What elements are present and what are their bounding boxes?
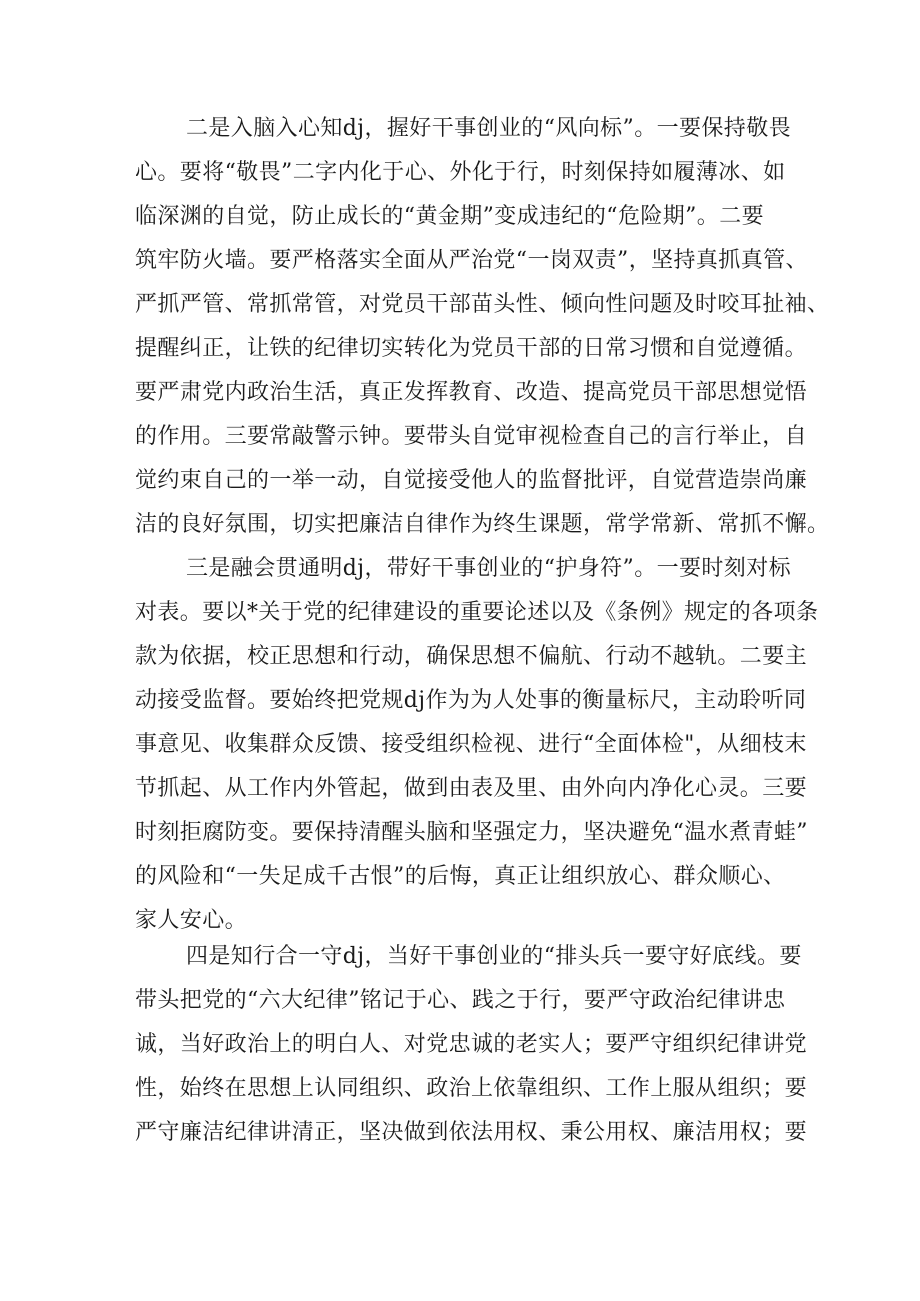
paragraph-line: 三是融会贯通明dj，带好干事创业的“护身符”。一要时刻对标 [186, 556, 792, 581]
paragraph-line: 节抓起、从工作内外管起，做到由表及里、由外向内净化心灵。三要 [135, 776, 808, 801]
paragraph-line: 的风险和“一失足成千古恨”的后悔，真正让组织放心、群众顺心、 [135, 864, 786, 889]
paragraph-line: 临深渊的自觉，防止成长的“黄金期”变成违纪的“危险期”。二要 [135, 204, 764, 229]
paragraph-line: 家人安心。 [135, 908, 248, 933]
paragraph-line: 觉约束自己的一举一动，自觉接受他人的监督批评，自觉营造崇尚廉 [135, 468, 808, 493]
paragraph-line: 要严肃党内政治生活，真正发挥教育、改造、提高党员干部思想觉悟 [135, 380, 808, 405]
paragraph-line: 筑牢防火墙。要严格落实全面从严治党“一岗双责”，坚持真抓真管、 [135, 248, 808, 273]
paragraph-line: 严抓严管、常抓常管，对党员干部苗头性、倾向性问题及时咬耳扯袖、 [135, 292, 830, 317]
paragraph-line: 四是知行合一守dj，当好干事创业的“排头兵一要守好底线。要 [186, 944, 802, 969]
paragraph-line: 心。要将“敬畏”二字内化于心、外化于行，时刻保持如履薄冰、如 [135, 160, 786, 185]
paragraph-line: 款为依据，校正思想和行动，确保思想不偏航、行动不越轨。二要主 [135, 644, 808, 669]
paragraph-line: 诚，当好政治上的明白人、对党忠诚的老实人；要严守组织纪律讲党 [135, 1032, 808, 1057]
paragraph-line: 严守廉洁纪律讲清正，坚决做到依法用权、秉公用权、廉洁用权；要 [135, 1120, 808, 1145]
paragraph-line: 的作用。三要常敲警示钟。要带头自觉审视检查自己的言行举止，自 [135, 424, 808, 449]
paragraph-line: 性，始终在思想上认同组织、政治上依靠组织、工作上服从组织；要 [135, 1076, 808, 1101]
paragraph-line: 对表。要以*关于党的纪律建设的重要论述以及《条例》规定的各项条 [135, 600, 819, 625]
paragraph-line: 二是入脑入心知dj，握好干事创业的“风向标”。一要保持敬畏 [186, 116, 792, 141]
paragraph-line: 洁的良好氛围，切实把廉洁自律作为终生课题，常学常新、常抓不懈。 [135, 512, 830, 537]
paragraph-line: 提醒纠正，让铁的纪律切实转化为党员干部的日常习惯和自觉遵循。 [135, 336, 808, 361]
paragraph-line: 动接受监督。要始终把党规dj作为为人处事的衡量标尺，主动聆听同 [135, 688, 807, 713]
paragraph-line: 时刻拒腐防变。要保持清醒头脑和坚强定力，坚决避免“温水煮青蛙” [135, 820, 808, 845]
paragraph-line: 带头把党的“六大纪律”铭记于心、践之于行，要严守政治纪律讲忠 [135, 988, 786, 1013]
paragraph-line: 事意见、收集群众反馈、接受组织检视、进行“全面体检"，从细枝末 [135, 732, 807, 757]
